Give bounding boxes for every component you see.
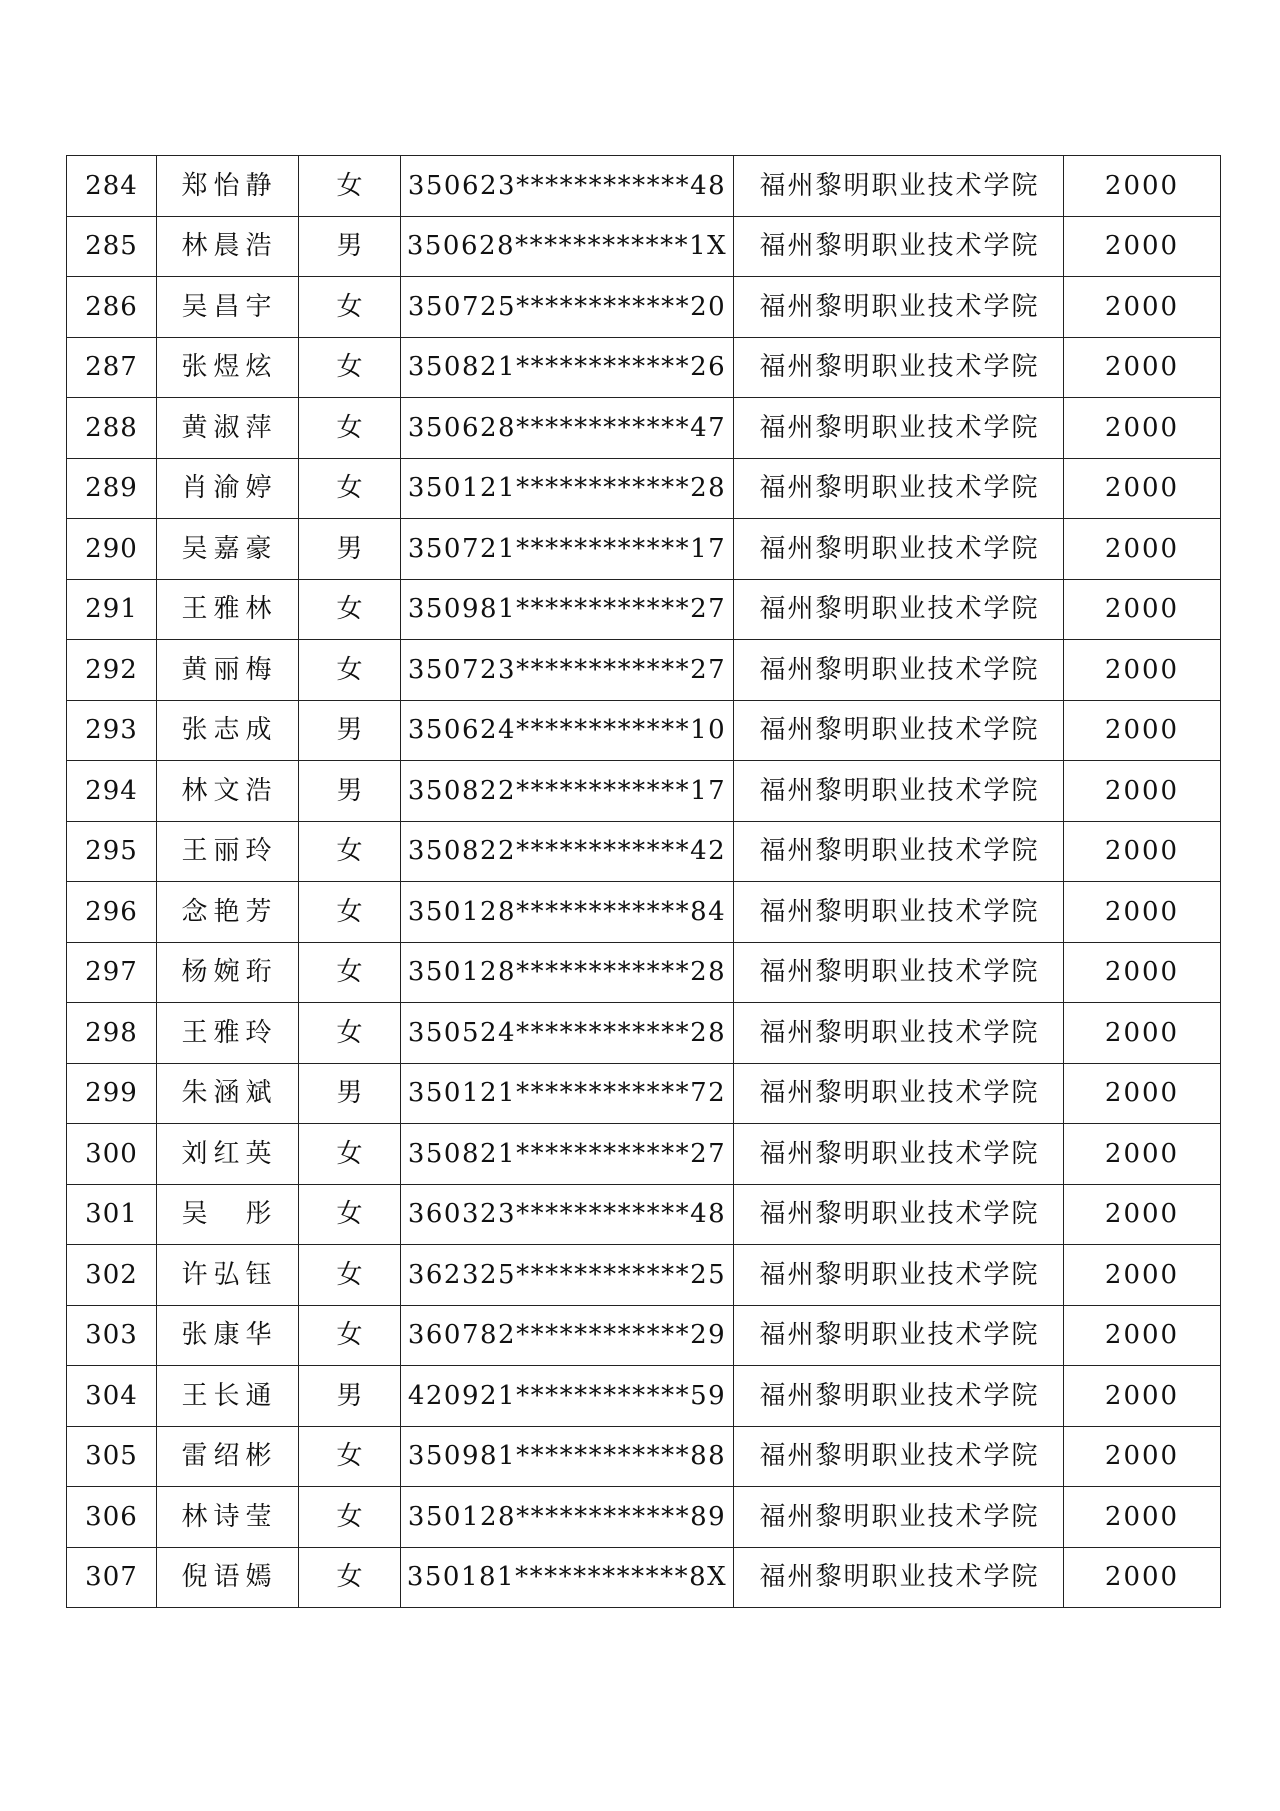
table-row — [67, 1063, 1221, 1124]
cell-gender: 男 — [299, 700, 401, 761]
cell-amount: 2000 — [1064, 337, 1221, 398]
cell-gender: 女 — [299, 1003, 401, 1064]
cell-number: 300 — [67, 1124, 157, 1185]
cell-school: 福州黎明职业技术学院 — [734, 821, 1064, 882]
cell-name: 张康华 — [157, 1305, 299, 1366]
cell-number: 297 — [67, 942, 157, 1003]
cell-id-number: 350128************89 — [401, 1487, 734, 1548]
cell-name: 许弘钰 — [157, 1245, 299, 1306]
cell-gender: 女 — [299, 398, 401, 459]
cell-gender: 女 — [299, 640, 401, 701]
cell-name: 念艳芳 — [157, 882, 299, 943]
cell-number: 288 — [67, 398, 157, 459]
cell-school: 福州黎明职业技术学院 — [734, 277, 1064, 338]
cell-name: 郑怡静 — [157, 156, 299, 217]
cell-school: 福州黎明职业技术学院 — [734, 458, 1064, 519]
cell-id-number: 360782************29 — [401, 1305, 734, 1366]
cell-amount: 2000 — [1064, 1003, 1221, 1064]
cell-amount: 2000 — [1064, 216, 1221, 277]
cell-gender: 男 — [299, 761, 401, 822]
cell-amount: 2000 — [1064, 1547, 1221, 1608]
table-row — [67, 700, 1221, 761]
table-row — [67, 1366, 1221, 1427]
cell-id-number: 350628************47 — [401, 398, 734, 459]
cell-amount: 2000 — [1064, 519, 1221, 580]
cell-gender: 女 — [299, 1547, 401, 1608]
cell-gender: 男 — [299, 1366, 401, 1427]
cell-school: 福州黎明职业技术学院 — [734, 398, 1064, 459]
cell-gender: 女 — [299, 942, 401, 1003]
cell-number: 286 — [67, 277, 157, 338]
cell-id-number: 350128************28 — [401, 942, 734, 1003]
table-row — [67, 761, 1221, 822]
cell-school: 福州黎明职业技术学院 — [734, 156, 1064, 217]
cell-id-number: 350821************27 — [401, 1124, 734, 1185]
cell-name: 王丽玲 — [157, 821, 299, 882]
table-row — [67, 1245, 1221, 1306]
cell-gender: 女 — [299, 337, 401, 398]
cell-school: 福州黎明职业技术学院 — [734, 1366, 1064, 1427]
cell-amount: 2000 — [1064, 1487, 1221, 1548]
cell-gender: 女 — [299, 882, 401, 943]
cell-id-number: 350723************27 — [401, 640, 734, 701]
cell-amount: 2000 — [1064, 882, 1221, 943]
cell-gender: 女 — [299, 1487, 401, 1548]
cell-school: 福州黎明职业技术学院 — [734, 579, 1064, 640]
table-row — [67, 1184, 1221, 1245]
cell-gender: 女 — [299, 458, 401, 519]
cell-id-number: 350624************10 — [401, 700, 734, 761]
cell-id-number: 350821************26 — [401, 337, 734, 398]
cell-name: 刘红英 — [157, 1124, 299, 1185]
cell-number: 301 — [67, 1184, 157, 1245]
cell-number: 303 — [67, 1305, 157, 1366]
cell-school: 福州黎明职业技术学院 — [734, 1003, 1064, 1064]
cell-gender: 女 — [299, 1426, 401, 1487]
cell-name: 林晨浩 — [157, 216, 299, 277]
cell-number: 293 — [67, 700, 157, 761]
cell-school: 福州黎明职业技术学院 — [734, 1426, 1064, 1487]
cell-id-number: 350121************72 — [401, 1063, 734, 1124]
cell-number: 307 — [67, 1547, 157, 1608]
cell-number: 287 — [67, 337, 157, 398]
table-row — [67, 156, 1221, 217]
cell-gender: 男 — [299, 216, 401, 277]
table-row — [67, 1547, 1221, 1608]
cell-id-number: 350822************42 — [401, 821, 734, 882]
cell-amount: 2000 — [1064, 1366, 1221, 1427]
table-row — [67, 640, 1221, 701]
cell-name: 林诗莹 — [157, 1487, 299, 1548]
cell-number: 294 — [67, 761, 157, 822]
cell-gender: 男 — [299, 1063, 401, 1124]
cell-amount: 2000 — [1064, 1305, 1221, 1366]
cell-amount: 2000 — [1064, 156, 1221, 217]
table-row — [67, 579, 1221, 640]
cell-id-number: 350822************17 — [401, 761, 734, 822]
cell-gender: 女 — [299, 1305, 401, 1366]
cell-name: 张煜炫 — [157, 337, 299, 398]
cell-school: 福州黎明职业技术学院 — [734, 1184, 1064, 1245]
cell-number: 290 — [67, 519, 157, 580]
cell-school: 福州黎明职业技术学院 — [734, 700, 1064, 761]
table-row — [67, 337, 1221, 398]
cell-school: 福州黎明职业技术学院 — [734, 942, 1064, 1003]
table-row — [67, 821, 1221, 882]
cell-name: 朱涵斌 — [157, 1063, 299, 1124]
cell-amount: 2000 — [1064, 942, 1221, 1003]
cell-gender: 女 — [299, 277, 401, 338]
cell-number: 304 — [67, 1366, 157, 1427]
cell-amount: 2000 — [1064, 1063, 1221, 1124]
table-row — [67, 882, 1221, 943]
cell-id-number: 350623************48 — [401, 156, 734, 217]
cell-number: 289 — [67, 458, 157, 519]
cell-id-number: 350628************1X — [401, 216, 734, 277]
cell-id-number: 350524************28 — [401, 1003, 734, 1064]
cell-name: 王雅玲 — [157, 1003, 299, 1064]
table-row — [67, 1426, 1221, 1487]
recipient-table — [66, 155, 1221, 1608]
cell-number: 291 — [67, 579, 157, 640]
cell-amount: 2000 — [1064, 640, 1221, 701]
cell-number: 302 — [67, 1245, 157, 1306]
cell-gender: 男 — [299, 519, 401, 580]
cell-name: 王雅林 — [157, 579, 299, 640]
cell-name: 林文浩 — [157, 761, 299, 822]
cell-school: 福州黎明职业技术学院 — [734, 1547, 1064, 1608]
table-row — [67, 398, 1221, 459]
cell-amount: 2000 — [1064, 398, 1221, 459]
cell-name: 吴昌宇 — [157, 277, 299, 338]
cell-gender: 女 — [299, 1124, 401, 1185]
cell-gender: 女 — [299, 156, 401, 217]
cell-amount: 2000 — [1064, 1245, 1221, 1306]
table-row — [67, 519, 1221, 580]
table-row — [67, 942, 1221, 1003]
cell-id-number: 350981************88 — [401, 1426, 734, 1487]
cell-id-number: 350721************17 — [401, 519, 734, 580]
cell-gender: 女 — [299, 1184, 401, 1245]
cell-number: 285 — [67, 216, 157, 277]
cell-name: 倪语嫣 — [157, 1547, 299, 1608]
cell-amount: 2000 — [1064, 1426, 1221, 1487]
cell-school: 福州黎明职业技术学院 — [734, 216, 1064, 277]
table-row — [67, 1003, 1221, 1064]
cell-amount: 2000 — [1064, 821, 1221, 882]
cell-amount: 2000 — [1064, 277, 1221, 338]
cell-id-number: 350725************20 — [401, 277, 734, 338]
table-row — [67, 216, 1221, 277]
cell-school: 福州黎明职业技术学院 — [734, 1124, 1064, 1185]
cell-id-number: 362325************25 — [401, 1245, 734, 1306]
cell-amount: 2000 — [1064, 1124, 1221, 1185]
cell-name: 黄淑萍 — [157, 398, 299, 459]
cell-number: 306 — [67, 1487, 157, 1548]
cell-name: 雷绍彬 — [157, 1426, 299, 1487]
table-row — [67, 458, 1221, 519]
cell-gender: 女 — [299, 579, 401, 640]
cell-school: 福州黎明职业技术学院 — [734, 640, 1064, 701]
cell-number: 295 — [67, 821, 157, 882]
cell-amount: 2000 — [1064, 458, 1221, 519]
cell-number: 299 — [67, 1063, 157, 1124]
cell-name: 肖渝婷 — [157, 458, 299, 519]
cell-amount: 2000 — [1064, 1184, 1221, 1245]
table-row — [67, 1124, 1221, 1185]
cell-school: 福州黎明职业技术学院 — [734, 761, 1064, 822]
table-row — [67, 277, 1221, 338]
cell-number: 292 — [67, 640, 157, 701]
cell-id-number: 420921************59 — [401, 1366, 734, 1427]
cell-school: 福州黎明职业技术学院 — [734, 1305, 1064, 1366]
cell-name: 张志成 — [157, 700, 299, 761]
cell-amount: 2000 — [1064, 700, 1221, 761]
cell-id-number: 350981************27 — [401, 579, 734, 640]
table-row — [67, 1487, 1221, 1548]
cell-id-number: 360323************48 — [401, 1184, 734, 1245]
cell-number: 305 — [67, 1426, 157, 1487]
cell-name: 王长通 — [157, 1366, 299, 1427]
cell-gender: 女 — [299, 1245, 401, 1306]
cell-school: 福州黎明职业技术学院 — [734, 1063, 1064, 1124]
cell-school: 福州黎明职业技术学院 — [734, 882, 1064, 943]
cell-school: 福州黎明职业技术学院 — [734, 519, 1064, 580]
cell-amount: 2000 — [1064, 761, 1221, 822]
cell-id-number: 350181************8X — [401, 1547, 734, 1608]
cell-name: 杨婉珩 — [157, 942, 299, 1003]
cell-name: 吴嘉豪 — [157, 519, 299, 580]
cell-number: 296 — [67, 882, 157, 943]
cell-number: 284 — [67, 156, 157, 217]
cell-name: 黄丽梅 — [157, 640, 299, 701]
table-row — [67, 1305, 1221, 1366]
cell-gender: 女 — [299, 821, 401, 882]
table-body — [67, 156, 1221, 1608]
cell-id-number: 350121************28 — [401, 458, 734, 519]
cell-school: 福州黎明职业技术学院 — [734, 1245, 1064, 1306]
cell-name: 吴 彤 — [157, 1184, 299, 1245]
cell-school: 福州黎明职业技术学院 — [734, 337, 1064, 398]
cell-amount: 2000 — [1064, 579, 1221, 640]
cell-number: 298 — [67, 1003, 157, 1064]
cell-school: 福州黎明职业技术学院 — [734, 1487, 1064, 1548]
cell-id-number: 350128************84 — [401, 882, 734, 943]
